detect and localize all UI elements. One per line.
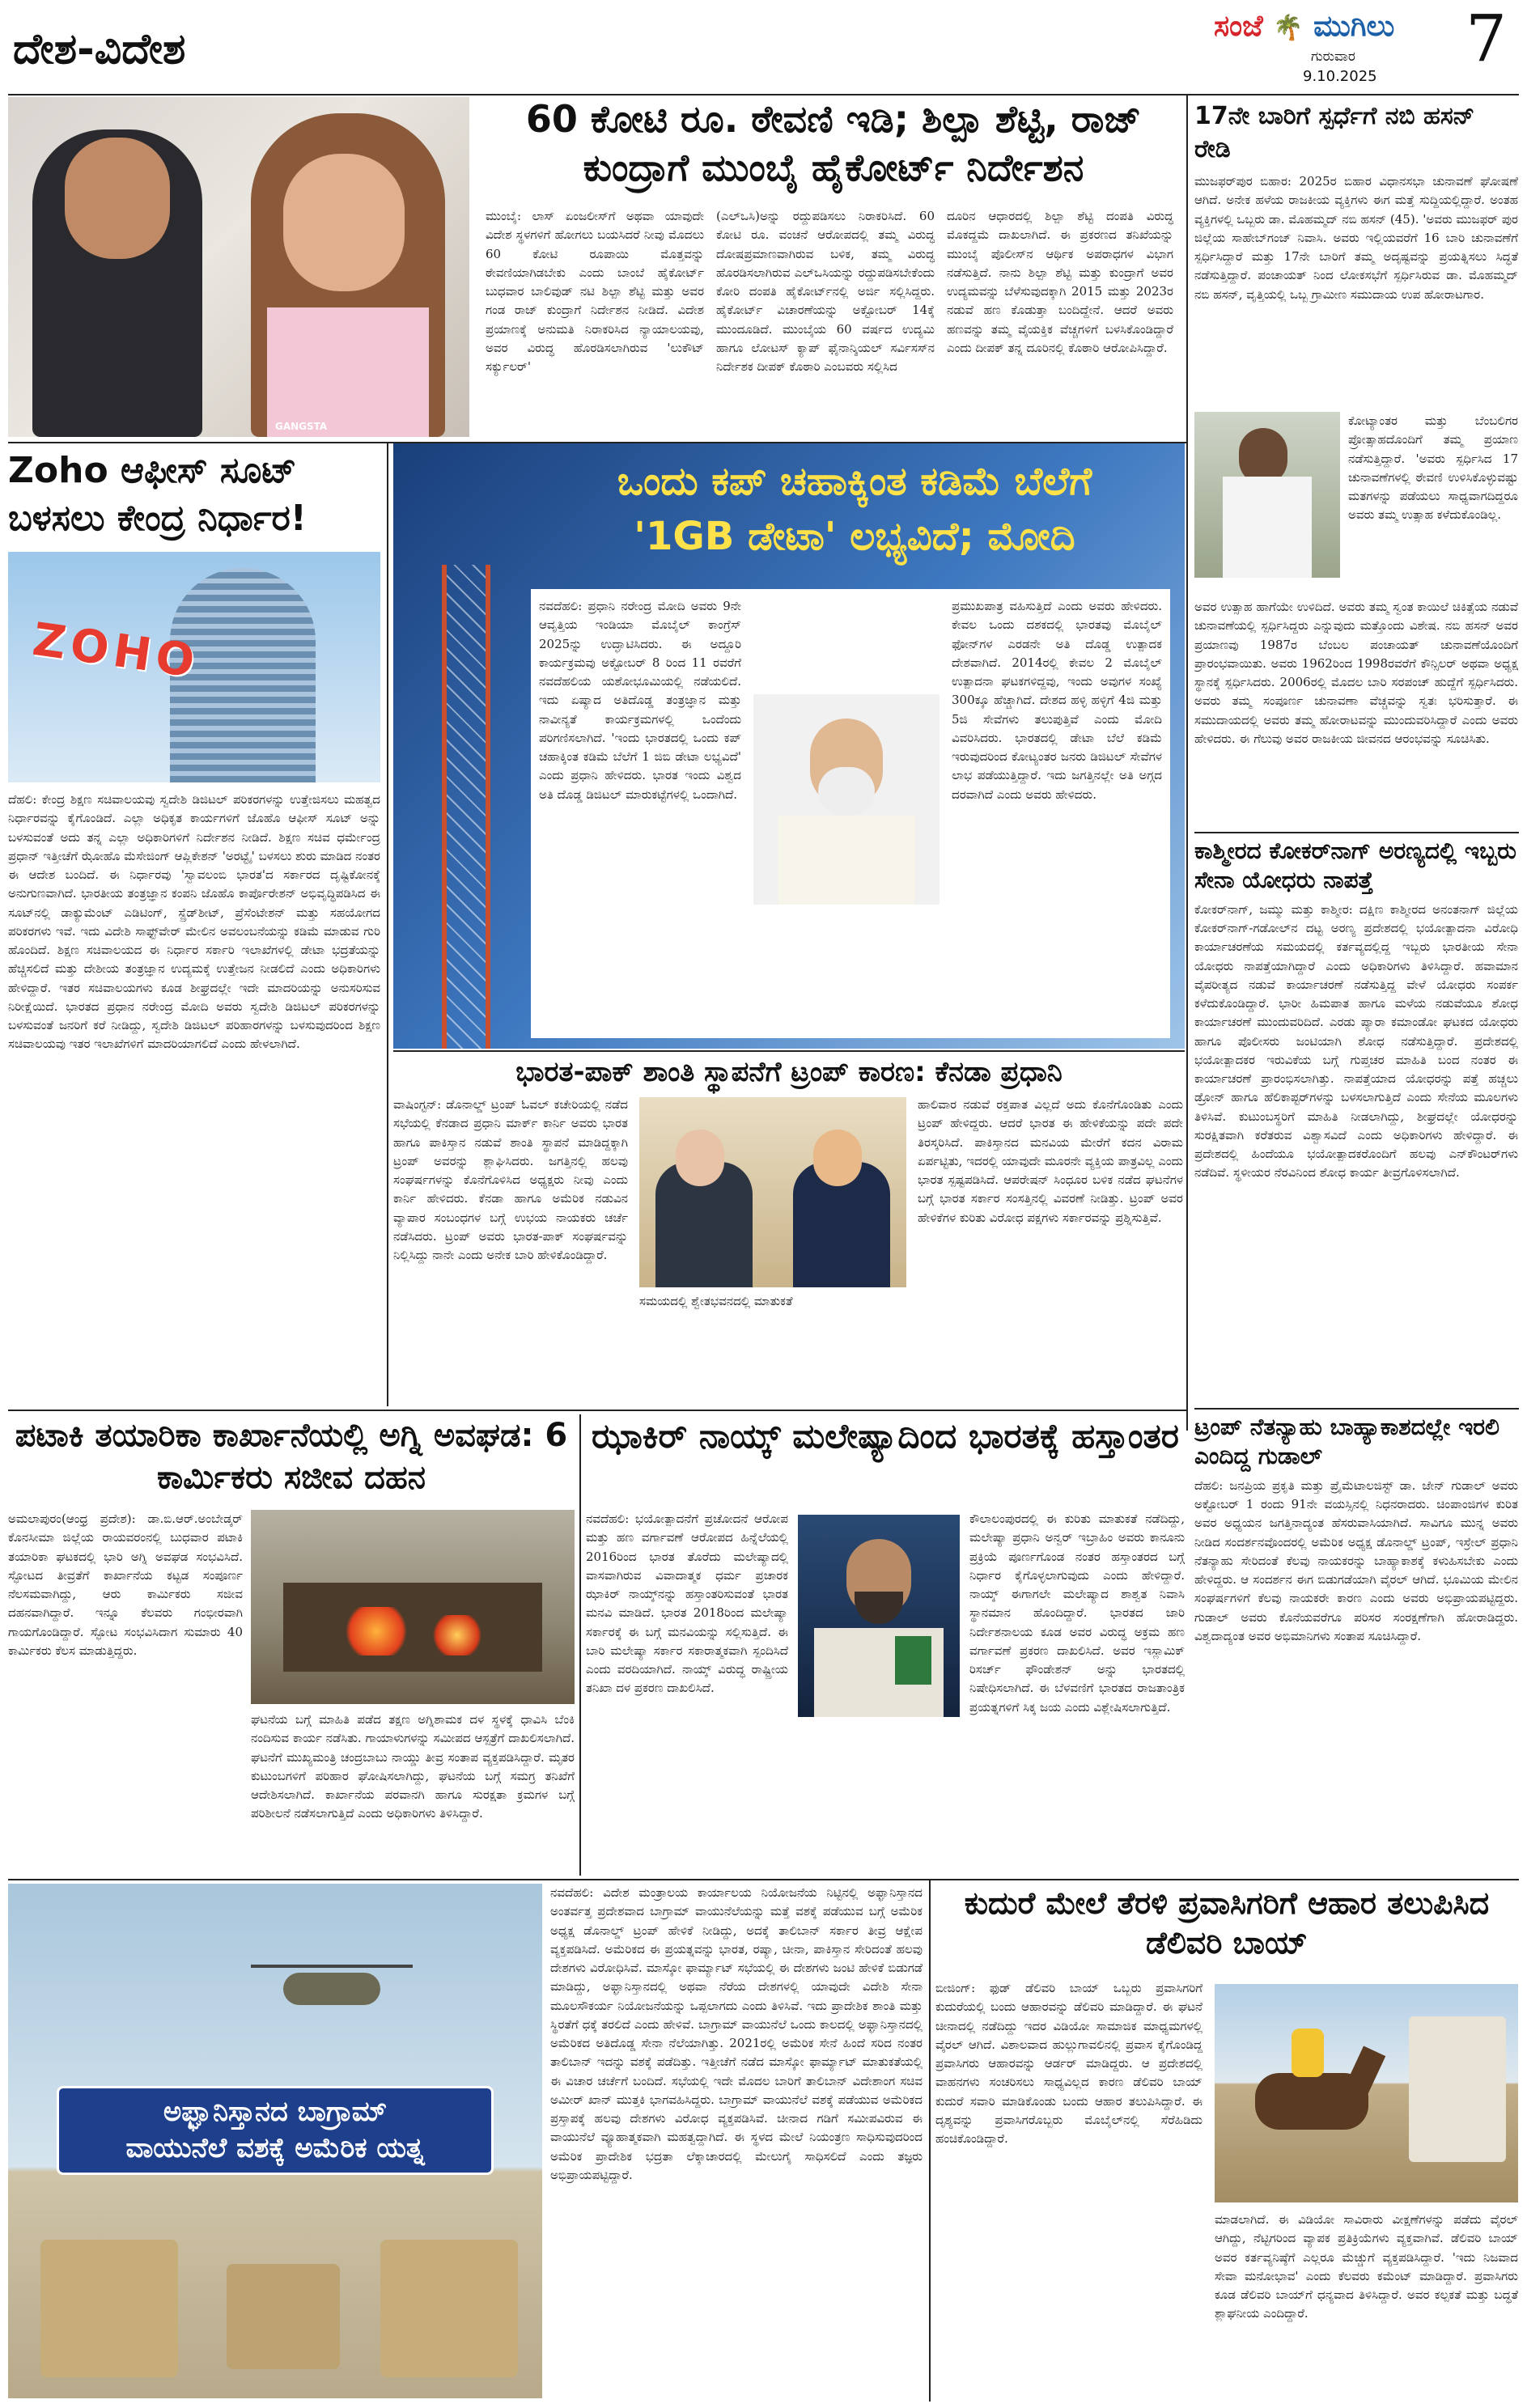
canada-caption: ಸಮಯದಲ್ಲಿ ಶ್ವೇತಭವನದಲ್ಲಿ ಮಾತುಕತೆ	[639, 1294, 793, 1308]
fire-photo	[251, 1510, 575, 1704]
bagram-body: ನವದೆಹಲಿ: ವಿದೇಶ ಮಂತ್ರಾಲಯ ಕಾರ್ಯಾಲಯ ನಿಯೋಜನೆಯ ನಿಟ್ಟಿನಲ್ಲಿ ಅಫ್ಘಾನಿಸ್ತಾನದ ಅಂತರ್ವತ್ತ ಪ್ರದೇಶವಾದ ಬಾಗ್ರಾಮ್ ವಾಯುನೆಲೆಯನ್ನು ಮತ್ತೆ ವಶಕ್ಕೆ ಪಡೆಯುವ ಬಗ್ಗೆ ಅಮೆರಿಕ ಅಧ್ಯಕ್ಷ ಡೊನಾಲ್ಡ್ ಟ್ರಂಪ್ ಹೇಳಿಕೆ ನೀಡಿದ್ದು, ಅದಕ್ಕೆ ತಾಲಿಬಾನ್ ಸರ್ಕಾರ ತೀವ್ರ ಆಕ್ಷೇಪ ವ್ಯಕ್ತಪಡಿಸಿದೆ. ಅಮೆರಿಕದ ಈ ಪ್ರಯತ್ನವನ್ನು ಭಾರತ, ರಷ್ಯಾ, ಚೀನಾ, ಪಾಕಿಸ್ತಾನ ಸೇರಿದಂತೆ ಹಲವು ದೇಶಗಳು ವಿರೋಧಿಸಿವೆ. ಮಾಸ್ಕೋ ಫಾರ್ಮ್ಯಾಟ್ ಸಭೆಯಲ್ಲಿ ಈ ದೇಶಗಳು ಜಂಟಿ ಹೇಳಿಕೆ ಬಿಡುಗಡೆ ಮಾಡಿದ್ದು, ಅಫ್ಘಾನಿಸ್ತಾನದಲ್ಲಿ ಅಥವಾ ನೆರೆಯ ದೇಶಗಳಲ್ಲಿ ಯಾವುದೇ ವಿದೇಶಿ ಸೇನಾ ಮೂಲಸೌಕರ್ಯ ನಿಯೋಜನೆಯನ್ನು ಒಪ್ಪಲಾಗದು ಎಂದು ತಿಳಿಸಿವೆ. ಇದು ಪ್ರಾದೇಶಿಕ ಶಾಂತಿ ಮತ್ತು ಸ್ಥಿರತೆಗೆ ಧಕ್ಕೆ ತರಲಿದೆ ಎಂದು ಹೇಳಿವೆ. ಬಾಗ್ರಾಮ್ ವಾಯುನೆಲೆ ಒಂದು ಕಾಲದಲ್ಲಿ ಅಫ್ಘಾನಿಸ್ತಾನದಲ್ಲಿ ಅಮೆರಿಕದ ಅತಿದೊಡ್ಡ ಸೇನಾ ನೆಲೆಯಾಗಿತ್ತು. 2021ರಲ್ಲಿ ಅಮೆರಿಕ ಸೇನೆ ಹಿಂದೆ ಸರಿದ ನಂತರ ತಾಲಿಬಾನ್ ಇದನ್ನು ವಶಕ್ಕೆ ಪಡೆದಿತ್ತು. ಇತ್ತೀಚೆಗೆ ನಡೆದ ಮಾಸ್ಕೋ ಫಾರ್ಮ್ಯಾಟ್ ಮಾತುಕತೆಯಲ್ಲಿ ಈ ವಿಚಾರ ಚರ್ಚೆಗೆ ಬಂದಿದೆ. ಸಭೆಯಲ್ಲಿ ಇದೇ ಮೊದಲ ಬಾರಿಗೆ ತಾಲಿಬಾನ್ ವಿದೇಶಾಂಗ ಸಚಿವ ಅಮೀರ್ ಖಾನ್ ಮುತ್ತಕಿ ಭಾಗವಹಿಸಿದ್ದರು. ಬಾಗ್ರಾಮ್ ವಾಯುನೆಲೆ ವಶಕ್ಕೆ ಪಡೆಯುವ ಅಮೆರಿಕದ ಪ್ರಸ್ತಾಪಕ್ಕೆ ಹಲವು ದೇಶಗಳು ವಿರೋಧ ವ್ಯಕ್ತಪಡಿಸಿವೆ. ಚೀನಾದ ಗಡಿಗೆ ಸಮೀಪವಿರುವ ಈ ವಾಯುನೆಲೆ ವ್ಯೂಹಾತ್ಮಕವಾಗಿ ಮಹತ್ವದ್ದಾಗಿದೆ. ಈ ಸ್ಥಳದ ಮೇಲೆ ನಿಯಂತ್ರಣ ಸಾಧಿಸುವುದರಿಂದ ಅಮೆರಿಕ ಪ್ರಾದೇಶಿಕ ಭದ್ರತಾ ಲೆಕ್ಕಾಚಾರದಲ್ಲಿ ಮೇಲುಗೈ ಸಾಧಿಸಲಿದೆ ಎಂದು ತಜ್ಞರು ಅಭಿಪ್ರಾಯಪಟ್ಟಿದ್ದಾರೆ.	[550, 1885, 923, 2182]
rule-left-col	[387, 442, 388, 1406]
headline-shilpa: 60 ಕೋಟಿ ರೂ. ಠೇವಣಿ ಇಡಿ; ಶಿಲ್ಪಾ ಶೆಟ್ಟಿ, ರಾಜ್ ಕುಂದ್ರಾಗೆ ಮುಂಬೈ ಹೈಕೋರ್ಟ್ ನಿರ್ದೇಶನ	[525, 97, 1142, 189]
headline-horse: ಕುದುರೆ ಮೇಲೆ ತೆರಳಿ ಪ್ರವಾಸಿಗರಿಗೆ ಆಹಾರ ತಲುಪಿಸಿದ ಡೆಲಿವರಿ ಬಾಯ್	[964, 1885, 1490, 1961]
bagram-banner-line2: ವಾಯುನೆಲೆ ವಶಕ್ಕೆ ಅಮೆರಿಕ ಯತ್ನ	[125, 2132, 425, 2165]
section-header	[8, 11, 1157, 92]
modi-story	[393, 443, 1185, 1049]
modi-photo	[753, 694, 940, 905]
zoho-story	[8, 447, 380, 1406]
headline-zoho: Zoho ಆಫೀಸ್ ಸೂಟ್ ಬಳಸಲು ಕೇಂದ್ರ ನಿರ್ಧಾರ!	[8, 450, 307, 540]
naik-body-left: ನವದೆಹಲಿ: ಭಯೋತ್ಪಾದನೆಗೆ ಪ್ರಚೋದನೆ ಆರೋಪ ಮತ್ತು ಹಣ ವರ್ಗಾವಣೆ ಆರೋಪದ ಹಿನ್ನೆಲೆಯಲ್ಲಿ 2016ರಿಂದ ಭಾರತ ತೊರೆದು ಮಲೇಷ್ಯಾದಲ್ಲಿ ವಾಸವಾಗಿರುವ ವಿವಾದಾತ್ಮಕ ಧರ್ಮ ಪ್ರಚಾರಕ ಝಾಕಿರ್ ನಾಯ್ಕ್‌ನನ್ನು ಹಸ್ತಾಂತರಿಸುವಂತೆ ಭಾರತ ಮನವಿ ಮಾಡಿದೆ. ಭಾರತ 2018ರಿಂದ ಮಲೇಷ್ಯಾ ಸರ್ಕಾರಕ್ಕೆ ಈ ಬಗ್ಗೆ ಮನವಿಯನ್ನು ಸಲ್ಲಿಸುತ್ತಿದೆ. ಈ ಬಾರಿ ಮಲೇಷ್ಯಾ ಸರ್ಕಾರ ಸಕಾರಾತ್ಮಕವಾಗಿ ಸ್ಪಂದಿಸಿದೆ ಎಂದು ವರದಿಯಾಗಿದೆ. ನಾಯ್ಕ್ ವಿರುದ್ಧ ರಾಷ್ಟ್ರೀಯ ತನಿಖಾ ದಳ ಪ್ರಕರಣ ದಾಖಲಿಸಿದೆ.	[586, 1511, 788, 1696]
section-title: ದೇಶ-ವಿದೇಶ	[13, 25, 186, 74]
naik-story	[586, 1414, 1185, 1876]
horse-story	[935, 1884, 1518, 2398]
headline-kashmir: ಕಾಶ್ಮೀರದ ಕೋಕರ್‌ನಾಗ್ ಅರಣ್ಯದಲ್ಲಿ ಇಬ್ಬರು ಸೇನಾ ಯೋಧರು ನಾಪತ್ತೆ	[1194, 837, 1516, 894]
zoho-photo	[8, 552, 380, 782]
fire-body-bottom: ಘಟನೆಯ ಬಗ್ಗೆ ಮಾಹಿತಿ ಪಡೆದ ತಕ್ಷಣ ಅಗ್ನಿಶಾಮಕ ದಳ ಸ್ಥಳಕ್ಕೆ ಧಾವಿಸಿ ಬೆಂಕಿ ನಂದಿಸುವ ಕಾರ್ಯ ನಡೆಸಿತು. ಗಾಯಾಳುಗಳನ್ನು ಸಮೀಪದ ಆಸ್ಪತ್ರೆಗೆ ದಾಖಲಿಸಲಾಗಿದೆ. ಘಟನೆಗೆ ಮುಖ್ಯಮಂತ್ರಿ ಚಂದ್ರಬಾಬು ನಾಯ್ಡು ತೀವ್ರ ಸಂತಾಪ ವ್ಯಕ್ತಪಡಿಸಿದ್ದಾರೆ. ಮೃತರ ಕುಟುಂಬಗಳಿಗೆ ಪರಿಹಾರ ಘೋಷಿಸಲಾಗಿದ್ದು, ಘಟನೆಯ ಬಗ್ಗೆ ಸಮಗ್ರ ತನಿಖೆಗೆ ಆದೇಶಿಸಲಾಗಿದೆ. ಕಾರ್ಖಾನೆಯ ಪರವಾನಗಿ ಹಾಗೂ ಸುರಕ್ಷತಾ ಕ್ರಮಗಳ ಬಗ್ಗೆ ಪರಿಶೀಲನೆ ನಡೆಸಲಾಗುತ್ತಿದೆ ಎಂದು ಅಧಿಕಾರಿಗಳು ತಿಳಿಸಿದ್ದಾರೆ.	[251, 1712, 575, 1821]
naik-photo	[798, 1515, 960, 1717]
bagram-banner	[57, 2086, 494, 2175]
headline-modi-2: '1GB ಡೇಟಾ' ಲಭ್ಯವಿದೆ; ಮೋದಿ	[634, 514, 1075, 559]
shilpa-col3: ದೂರಿನ ಆಧಾರದಲ್ಲಿ ಶಿಲ್ಪಾ ಶೆಟ್ಟಿ ದಂಪತಿ ವಿರುದ್ಧ ಮೊಕದ್ದಮೆ ದಾಖಲಾಗಿದೆ. ಈ ಪ್ರಕರಣದ ತನಿಖೆಯನ್ನು ಮುಂಬೈ ಪೊಲೀಸ್‌ನ ಆರ್ಥಿಕ ಅಪರಾಧಗಳ ವಿಭಾಗ ನಡೆಸುತ್ತಿದೆ. ನಾನು ಶಿಲ್ಪಾ ಶೆಟ್ಟಿ ಮತ್ತು ಕುಂದ್ರಾಗೆ ಅವರ ಉದ್ಯಮವನ್ನು ಬೆಳೆಸುವುದಕ್ಕಾಗಿ 2015 ಮತ್ತು 2023ರ ನಡುವೆ ಹಣ ಕೊಡುತ್ತಾ ಬಂದಿದ್ದೇನೆ. ಆದರೆ ಅವರು ಹಣವನ್ನು ತಮ್ಮ ವೈಯಕ್ತಿಕ ವೆಚ್ಚಗಳಿಗೆ ಬಳಸಿಕೊಂಡಿದ್ದಾರೆ ಎಂದು ದೀಪಕ್ ತನ್ನ ದೂರಿನಲ್ಲಿ ಕೊಠಾರಿ ಆರೋಪಿಸಿದ್ದಾರೆ.	[947, 209, 1173, 355]
headline-fire: ಪಟಾಕಿ ತಯಾರಿಕಾ ಕಾರ್ಖಾನೆಯಲ್ಲಿ ಅಗ್ನಿ ಅವಘಡ: 6 ಕಾರ್ಮಿಕರು ಸಜೀವ ದಹನ	[15, 1417, 568, 1496]
headline-nabi: 17ನೇ ಬಾರಿಗೆ ಸ್ಪರ್ಧೆಗೆ ನಬಿ ಹಸನ್ ರೇಡಿ	[1194, 102, 1475, 163]
rule-mid-page	[8, 1410, 1186, 1411]
horse-body-left: ಬೀಜಿಂಗ್: ಫುಡ್ ಡೆಲಿವರಿ ಬಾಯ್ ಒಬ್ಬರು ಪ್ರವಾಸಿಗರಿಗೆ ಕುದುರೆಯಲ್ಲಿ ಬಂದು ಆಹಾರವನ್ನು ಡೆಲಿವರಿ ಮಾಡಿದ್ದಾರೆ. ಈ ಘಟನೆ ಚೀನಾದಲ್ಲಿ ನಡೆದಿದ್ದು ಇದರ ವಿಡಿಯೋ ಸಾಮಾಜಿಕ ಮಾಧ್ಯಮಗಳಲ್ಲಿ ವೈರಲ್ ಆಗಿದೆ. ವಿಶಾಲವಾದ ಹುಲ್ಲುಗಾವಲಿನಲ್ಲಿ ಪ್ರವಾಸ ಕೈಗೊಂಡಿದ್ದ ಪ್ರವಾಸಿಗರು ಆಹಾರವನ್ನು ಆರ್ಡರ್ ಮಾಡಿದ್ದರು. ಆ ಪ್ರದೇಶದಲ್ಲಿ ವಾಹನಗಳು ಸಂಚರಿಸಲು ಸಾಧ್ಯವಿಲ್ಲದ ಕಾರಣ ಡೆಲಿವರಿ ಬಾಯ್ ಕುದುರೆ ಸವಾರಿ ಮಾಡಿಕೊಂಡು ಬಂದು ಆಹಾರ ತಲುಪಿಸಿದ್ದಾರೆ. ಈ ದೃಶ್ಯವನ್ನು ಪ್ರವಾಸಿಗರೊಬ್ಬರು ಮೊಬೈಲ್‌ನಲ್ಲಿ ಸೆರೆಹಿಡಿದು ಹಂಚಿಕೊಂಡಿದ್ದಾರೆ.	[935, 1981, 1203, 2146]
brand-logo	[1214, 10, 1394, 44]
rule-right-col-1	[1194, 832, 1519, 833]
rule-bagram-horse	[929, 1879, 931, 2402]
shilpa-photo	[8, 97, 469, 437]
goodall-body: ದೆಹಲಿ: ಜನಪ್ರಿಯ ಪ್ರಕೃತಿ ಮತ್ತು ಪ್ರೈಮೆಟಾಲಜಿಸ್ಟ್ ಡಾ. ಜೇನ್ ಗುಡಾಲ್ ಅವರು ಅಕ್ಟೋಬರ್ 1 ರಂದು 91ನೇ ವಯಸ್ಸಿನಲ್ಲಿ ನಿಧನರಾದರು. ಚಿಂಪಾಂಜಿಗಳ ಕುರಿತ ಅವರ ಅಧ್ಯಯನ ಜಗತ್ತಿನಾದ್ಯಂತ ಹೆಸರುವಾಸಿಯಾಗಿದೆ. ಸಾವಿಗೂ ಮುನ್ನ ಅವರು ನೀಡಿದ ಸಂದರ್ಶನವೊಂದರಲ್ಲಿ ಅಮೆರಿಕ ಅಧ್ಯಕ್ಷ ಡೊನಾಲ್ಡ್ ಟ್ರಂಪ್, ಇಸ್ರೇಲ್ ಪ್ರಧಾನಿ ನೆತನ್ಯಾಹು ಸೇರಿದಂತೆ ಕೆಲವು ನಾಯಕರನ್ನು ಬಾಹ್ಯಾಕಾಶಕ್ಕೆ ಕಳುಹಿಸಬೇಕು ಎಂದು ಹೇಳಿದ್ದರು. ಆ ಸಂದರ್ಶನ ಈಗ ಬಿಡುಗಡೆಯಾಗಿ ವೈರಲ್ ಆಗಿದೆ. ಭೂಮಿಯ ಮೇಲಿನ ಸಂಘರ್ಷಗಳಿಗೆ ಕೆಲವು ನಾಯಕರೇ ಕಾರಣ ಎಂದು ಅವರು ಅಭಿಪ್ರಾಯಪಟ್ಟಿದ್ದರು. ಗುಡಾಲ್ ಅವರು ಕೊನೆಯವರೆಗೂ ಪರಿಸರ ಸಂರಕ್ಷಣೆಗಾಗಿ ಹೋರಾಡಿದ್ದರು. ವಿಶ್ವದಾದ್ಯಂತ ಅವರ ಅಭಿಮಾನಿಗಳು ಸಂತಾಪ ಸೂಚಿಸಿದ್ದಾರೆ.	[1194, 1477, 1518, 1643]
rule-below-modi	[393, 1050, 1185, 1052]
shilpa-headline	[486, 95, 1181, 201]
nabi-body-bottom: ಅವರ ಉತ್ಸಾಹ ಹಾಗೆಯೇ ಉಳಿದಿದೆ. ಅವರು ತಮ್ಮ ಸ್ವಂತ ಕಾಯಿಲೆ ಚಿಕಿತ್ಸೆಯ ನಡುವೆ ಚುನಾವಣೆಯಲ್ಲಿ ಸ್ಪರ್ಧಿಸಿದ್ದರು ಎನ್ನುವುದು ಮತ್ತೊಂದು ವಿಶೇಷ. ನಬಿ ಹಸನ್ ಅವರ ಪ್ರಯಾಣವು 1987ರ ಬೆಂಬಲ ಪಂಚಾಯತ್ ಚುನಾವಣೆಯೊಂದಿಗೆ ಪ್ರಾರಂಭವಾಯಿತು. ಅವರು 1962ರಿಂದ 1998ರವರೆಗೆ ಕೌನ್ಸಿಲರ್ ಅಥವಾ ಅಧ್ಯಕ್ಷ ಸ್ಥಾನಕ್ಕೆ ಸ್ಪರ್ಧಿಸಿದರು. 2006ರಲ್ಲಿ ಮೊದಲ ಬಾರಿ ಸರಪಂಚ್ ಹುದ್ದೆಗೆ ಸ್ಪರ್ಧಿಸಿದರು. ಅವರು ತಮ್ಮ ಸಂಪೂರ್ಣ ಚುನಾವಣಾ ವೆಚ್ಚವನ್ನು ಸ್ವತಃ ಭರಿಸುತ್ತಾರೆ. ಈ ಸಮುದಾಯದಲ್ಲಿ ಅವರು ತಮ್ಮ ಹೋರಾಟವನ್ನು ಮುಂದುವರಿಸಿದ್ದಾರೆ ಎಂದು ಅವರು ಹೇಳಿದರು. ಈ ಗೆಲುವು ಅವರ ರಾಜಕೀಯ ಜೀವನದ ಆರಂಭವನ್ನು ಸೂಚಿಸಿತು.	[1194, 600, 1518, 746]
canada-photo	[639, 1097, 906, 1287]
palm-icon: 🌴	[1273, 14, 1304, 42]
rule-fire-naik	[579, 1414, 581, 1876]
naik-body-right: ಕೌಲಾಲಂಪುರದಲ್ಲಿ ಈ ಕುರಿತು ಮಾತುಕತೆ ನಡೆದಿದ್ದು, ಮಲೇಷ್ಯಾ ಪ್ರಧಾನಿ ಅನ್ವರ್ ಇಬ್ರಾಹಿಂ ಅವರು ಕಾನೂನು ಪ್ರಕ್ರಿಯೆ ಪೂರ್ಣಗೊಂಡ ನಂತರ ಹಸ್ತಾಂತರದ ಬಗ್ಗೆ ನಿರ್ಧಾರ ಕೈಗೊಳ್ಳಲಾಗುವುದು ಎಂದು ಹೇಳಿದ್ದಾರೆ. ನಾಯ್ಕ್ ಈಗಾಗಲೇ ಮಲೇಷ್ಯಾದ ಶಾಶ್ವತ ನಿವಾಸಿ ಸ್ಥಾನಮಾನ ಹೊಂದಿದ್ದಾರೆ. ಭಾರತದ ಜಾರಿ ನಿರ್ದೇಶನಾಲಯ ಕೂಡ ಅವರ ವಿರುದ್ಧ ಅಕ್ರಮ ಹಣ ವರ್ಗಾವಣೆ ಪ್ರಕರಣ ದಾಖಲಿಸಿದೆ. ಅವರ ಇಸ್ಲಾಮಿಕ್ ರಿಸರ್ಚ್ ಫೌಂಡೇಶನ್ ಅನ್ನು ಭಾರತದಲ್ಲಿ ನಿಷೇಧಿಸಲಾಗಿದೆ. ಈ ಬೆಳವಣಿಗೆ ಭಾರತದ ರಾಜತಾಂತ್ರಿಕ ಪ್ರಯತ್ನಗಳಿಗೆ ಸಿಕ್ಕ ಜಯ ಎಂದು ವಿಶ್ಲೇಷಿಸಲಾಗುತ್ತಿದೆ.	[969, 1511, 1185, 1715]
bagram-banner-line1: ಅಫ್ಘಾನಿಸ್ತಾನದ ಬಾಗ್ರಾಮ್	[163, 2096, 388, 2128]
issue-date: 9.10.2025	[1303, 68, 1377, 85]
rule-above-bottom	[8, 1879, 1519, 1880]
gaza-story	[1194, 1413, 1518, 1877]
horse-body-right: ಮಾಡಲಾಗಿದೆ. ಈ ವಿಡಿಯೋ ಸಾವಿರಾರು ವೀಕ್ಷಣೆಗಳನ್ನು ಪಡೆದು ವೈರಲ್ ಆಗಿದ್ದು, ನೆಟ್ಟಿಗರಿಂದ ವ್ಯಾಪಕ ಪ್ರತಿಕ್ರಿಯೆಗಳು ವ್ಯಕ್ತವಾಗಿವೆ. ಡೆಲಿವರಿ ಬಾಯ್ ಅವರ ಕರ್ತವ್ಯನಿಷ್ಠೆಗೆ ಎಲ್ಲರೂ ಮೆಚ್ಚುಗೆ ವ್ಯಕ್ತಪಡಿಸಿದ್ದಾರೆ. 'ಇದು ನಿಜವಾದ ಸೇವಾ ಮನೋಭಾವ' ಎಂದು ಕೆಲವರು ಕಮೆಂಟ್ ಮಾಡಿದ್ದಾರೆ. ಪ್ರವಾಸಿಗರು ಕೂಡ ಡೆಲಿವರಿ ಬಾಯ್‌ಗೆ ಧನ್ಯವಾದ ತಿಳಿಸಿದ್ದಾರೆ. ಅವರ ಕಲ್ಪಕತೆ ಮತ್ತು ಬದ್ಧತೆ ಶ್ಲಾಘನೀಯ ಎಂದಿದ್ದಾರೆ.	[1215, 2212, 1518, 2321]
column-rule-right	[1186, 95, 1188, 1431]
headline-modi-1: ಒಂದು ಕಪ್ ಚಹಾಕ್ಕಿಂತ ಕಡಿಮೆ ಬೆಲೆಗೆ	[617, 459, 1092, 504]
brand-part1: ಸಂಜೆ	[1214, 10, 1263, 43]
kashmir-body: ಕೋಕರ್‌ನಾಗ್, ಜಮ್ಮು ಮತ್ತು ಕಾಶ್ಮೀರ: ದಕ್ಷಿಣ ಕಾಶ್ಮೀರದ ಅನಂತನಾಗ್ ಜಿಲ್ಲೆಯ ಕೋಕರ್‌ನಾಗ್-ಗಡೋಲ್‌ನ ದಟ್ಟ ಅರಣ್ಯ ಪ್ರದೇಶದಲ್ಲಿ ಭಯೋತ್ಪಾದನಾ ವಿರೋಧಿ ಕಾರ್ಯಾಚರಣೆಯ ಸಮಯದಲ್ಲಿ ಕರ್ತವ್ಯದಲ್ಲಿದ್ದ ಇಬ್ಬರು ಭಾರತೀಯ ಸೇನಾ ಯೋಧರು ನಾಪತ್ತೆಯಾಗಿದ್ದಾರೆ ಎಂದು ಅಧಿಕಾರಿಗಳು ತಿಳಿಸಿದ್ದಾರೆ. ಹವಾಮಾನ ವೈಪರೀತ್ಯದ ನಡುವೆ ಕಾರ್ಯಾಚರಣೆ ನಡೆಸುತ್ತಿದ್ದ ವೇಳೆ ಯೋಧರು ಸಂಪರ್ಕ ಕಳೆದುಕೊಂಡಿದ್ದಾರೆ. ಭಾರೀ ಹಿಮಪಾತ ಹಾಗೂ ಮಳೆಯ ನಡುವೆಯೂ ಶೋಧ ಕಾರ್ಯಾಚರಣೆ ಮುಂದುವರಿದಿದೆ. ಎರಡು ಪ್ಯಾರಾ ಕಮಾಂಡೋ ಘಟಕದ ಯೋಧರು ಹಾಗೂ ಪೊಲೀಸರು ಜಂಟಿಯಾಗಿ ಶೋಧ ನಡೆಸುತ್ತಿದ್ದಾರೆ. ಪ್ರದೇಶದಲ್ಲಿ ಭಯೋತ್ಪಾದಕರ ಇರುವಿಕೆಯ ಬಗ್ಗೆ ಗುಪ್ತಚರ ಮಾಹಿತಿ ಬಂದ ನಂತರ ಈ ಕಾರ್ಯಾಚರಣೆ ಪ್ರಾರಂಭಿಸಲಾಗಿತ್ತು. ನಾಪತ್ತೆಯಾದ ಯೋಧರನ್ನು ಪತ್ತೆ ಹಚ್ಚಲು ಡ್ರೋನ್ ಹಾಗೂ ಹೆಲಿಕಾಪ್ಟರ್‌ಗಳನ್ನು ಬಳಸಲಾಗುತ್ತಿದೆ ಎಂದು ಸೇನೆಯ ಮೂಲಗಳು ತಿಳಿಸಿವೆ. ಕುಟುಂಬಸ್ಥರಿಗೆ ಮಾಹಿತಿ ನೀಡಲಾಗಿದ್ದು, ಶೀಘ್ರದಲ್ಲೇ ಯೋಧರನ್ನು ಸುರಕ್ಷಿತವಾಗಿ ಕರೆತರುವ ವಿಶ್ವಾಸವಿದೆ ಎಂದು ಅಧಿಕಾರಿಗಳು ಹೇಳಿದ್ದಾರೆ. ಈ ಪ್ರದೇಶದಲ್ಲಿ ಹಿಂದೆಯೂ ಭಯೋತ್ಪಾದಕರೊಂದಿಗೆ ಹಲವು ಎನ್‌ಕೌಂಟರ್‌ಗಳು ನಡೆದಿವೆ. ಸ್ಥಳೀಯರ ನೆರವಿನಿಂದ ಶೋಧ ಕಾರ್ಯ ತೀವ್ರಗೊಳಿಸಲಾಗಿದೆ.	[1194, 901, 1518, 1181]
helicopter-icon	[283, 1973, 380, 2005]
headline-canada: ಭಾರತ-ಪಾಕ್ ಶಾಂತಿ ಸ್ಥಾಪನೆಗೆ ಟ್ರಂಪ್ ಕಾರಣ: ಕೆನಡಾ ಪ್ರಧಾನಿ	[515, 1056, 1063, 1088]
issue-weekday: ಗುರುವಾರ	[1311, 49, 1355, 65]
nabi-story	[1194, 100, 1518, 829]
brand-part2: ಮುಗಿಲು	[1313, 10, 1395, 43]
canada-body-left: ವಾಷಿಂಗ್ಟನ್: ಡೊನಾಲ್ಡ್ ಟ್ರಂಪ್ ಓವಲ್ ಕಚೇರಿಯಲ್ಲಿ ನಡೆದ ಸಭೆಯಲ್ಲಿ ಕೆನಡಾದ ಪ್ರಧಾನಿ ಮಾರ್ಕ್ ಕಾರ್ನಿ ಅವರು ಭಾರತ ಹಾಗೂ ಪಾಕಿಸ್ತಾನ ನಡುವೆ ಶಾಂತಿ ಸ್ಥಾಪನೆ ಮಾಡಿದ್ದಕ್ಕಾಗಿ ಟ್ರಂಪ್ ಅವರನ್ನು ಶ್ಲಾಘಿಸಿದರು. ಜಗತ್ತಿನಲ್ಲಿ ಹಲವು ಸಂಘರ್ಷಗಳನ್ನು ಕೊನೆಗೊಳಿಸಿದ ಅಧ್ಯಕ್ಷರು ನೀವು ಎಂದು ಕಾರ್ನಿ ಹೇಳಿದರು. ಕೆನಡಾ ಹಾಗೂ ಅಮೆರಿಕ ನಡುವಿನ ವ್ಯಾಪಾರ ಸಂಬಂಧಗಳ ಬಗ್ಗೆ ಉಭಯ ನಾಯಕರು ಚರ್ಚೆ ನಡೆಸಿದರು. ಟ್ರಂಪ್ ಅವರು ಭಾರತ-ಪಾಕ್ ಸಂಘರ್ಷವನ್ನು ನಿಲ್ಲಿಸಿದ್ದು ನಾನೇ ಎಂದು ಅನೇಕ ಬಾರಿ ಹೇಳಿಕೊಂಡಿದ್ದಾರೆ.	[393, 1097, 628, 1262]
page-number: 7	[1465, 6, 1507, 76]
nabi-body-top: ಮುಜಫರ್‌ಪುರ ಬಿಹಾರ: 2025ರ ಬಿಹಾರ ವಿಧಾನಸಭಾ ಚುನಾವಣೆ ಘೋಷಣೆ ಆಗಿದೆ. ಅನೇಕ ಹಳೆಯ ರಾಜಕೀಯ ವ್ಯಕ್ತಿಗಳು ಈಗ ಮತ್ತೆ ಸುದ್ದಿಯಲ್ಲಿದ್ದಾರೆ. ಅಂತಹ ವ್ಯಕ್ತಿಗಳಲ್ಲಿ ಒಬ್ಬರು ಡಾ. ಮೊಹಮ್ಮದ್ ನಬಿ ಹಸನ್ (45). 'ಅವರು ಮುಜಫರ್ ಪುರ ಜಿಲ್ಲೆಯ ಸಾಹೇಬ್‌ಗಂಜ್ ನಿವಾಸಿ. ಅವರು ಇಲ್ಲಿಯವರೆಗೆ 16 ಬಾರಿ ಚುನಾವಣೆಗೆ ಸ್ಪರ್ಧಿಸಿದ್ದಾರೆ ಮತ್ತು 17ನೇ ಬಾರಿಗೆ ತಮ್ಮ ಅದೃಷ್ಟವನ್ನು ಪ್ರಯತ್ನಿಸಲು ಸಿದ್ಧತೆ ನಡೆಸುತ್ತಿದ್ದಾರೆ. ಪಂಚಾಯತ್ ನಿಂದ ಲೋಕಸಭೆಗೆ ಸ್ಪರ್ಧಿಸಿರುವ ಡಾ. ಮೊಹಮ್ಮದ್ ನಬಿ ಹಸನ್, ವೃತ್ತಿಯಲ್ಲಿ ಒಬ್ಬ ಗ್ರಾಮೀಣ ಸಮುದಾಯ ಉಪ ಹೋರಾಟಗಾರ.	[1194, 174, 1518, 302]
canada-story	[393, 1054, 1185, 1406]
nabi-body-side: ಕೋಟ್ಯಾಂತರ ಮತ್ತು ಬೆಂಬಲಿಗರ ಪ್ರೋತ್ಸಾಹದೊಂದಿಗೆ ತಮ್ಮ ಪ್ರಯಾಣ ನಡೆಸುತ್ತಿದ್ದಾರೆ. 'ಅವರು ಸ್ಪರ್ಧಿಸಿದ 17 ಚುನಾವಣೆಗಳಲ್ಲಿ ಠೇವಣಿ ಉಳಿಸಿಕೊಳ್ಳುವಷ್ಟು ಮತಗಳನ್ನು ಪಡೆಯಲು ಸಾಧ್ಯವಾಗದಿದ್ದರೂ ಅವರು ತಮ್ಮ ಉತ್ಸಾಹ ಕಳೆದುಕೊಂಡಿಲ್ಲ.	[1348, 413, 1518, 523]
bagram-photo	[8, 1884, 542, 2398]
modi-body-left: ನವದೆಹಲಿ: ಪ್ರಧಾನಿ ನರೇಂದ್ರ ಮೋದಿ ಅವರು 9ನೇ ಆವೃತ್ತಿಯ ಇಂಡಿಯಾ ಮೊಬೈಲ್ ಕಾಂಗ್ರೆಸ್ 2025ನ್ನು ಉದ್ಘಾಟಿಸಿದರು. ಈ ಅದ್ದೂರಿ ಕಾರ್ಯಕ್ರಮವು ಅಕ್ಟೋಬರ್ 8 ರಿಂದ 11 ರವರೆಗೆ ನವದೆಹಲಿಯ ಯಶೋಭೂಮಿಯಲ್ಲಿ ನಡೆಯಲಿದೆ. ಇದು ಏಷ್ಯಾದ ಅತಿದೊಡ್ಡ ತಂತ್ರಜ್ಞಾನ ಮತ್ತು ನಾವೀನ್ಯತೆ ಕಾರ್ಯಕ್ರಮಗಳಲ್ಲಿ ಒಂದೆಂದು ಪರಿಗಣಿಸಲಾಗಿದೆ. 'ಇಂದು ಭಾರತದಲ್ಲಿ ಒಂದು ಕಪ್ ಚಹಾಕ್ಕಿಂತ ಕಡಿಮೆ ಬೆಲೆಗೆ 1 ಜಿಬಿ ಡೇಟಾ ಲಭ್ಯವಿದೆ' ಎಂದು ಪ್ರಧಾನಿ ಹೇಳಿದರು. ಭಾರತ ಇಂದು ವಿಶ್ವದ ಅತಿ ದೊಡ್ಡ ಡಿಜಿಟಲ್ ಮಾರುಕಟ್ಟೆಗಳಲ್ಲಿ ಒಂದಾಗಿದೆ.	[539, 599, 741, 802]
shilpa-col2: (ಎಲ್‌ಒಸಿ)ಅನ್ನು ರದ್ದುಪಡಿಸಲು ನಿರಾಕರಿಸಿದೆ. 60 ಕೋಟಿ ರೂ. ವಂಚನೆ ಆರೋಪದಲ್ಲಿ ತಮ್ಮ ವಿರುದ್ಧ ದೋಷಪ್ರಮಾಣವಾಗಿರುವ ಬಳಿಕ, ತಮ್ಮ ವಿರುದ್ಧ ಹೊರಡಿಸಲಾಗಿರುವ ಎಲ್‌ಒಸಿಯನ್ನು ರದ್ದುಪಡಿಸಬೇಕೆಂದು ಕೋರಿ ದಂಪತಿ ಹೈಕೋರ್ಟ್‌ನಲ್ಲಿ ಅರ್ಜಿ ಸಲ್ಲಿಸಿದ್ದರು. ಹೈಕೋರ್ಟ್ ವಿಚಾರಣೆಯನ್ನು ಅಕ್ಟೋಬರ್ 14ಕ್ಕೆ ಮುಂದೂಡಿದೆ. ಮುಂಬೈಯ 60 ವರ್ಷದ ಉದ್ಯಮಿ ಹಾಗೂ ಲೋಟಸ್ ಕ್ಯಾಪ್ ಫೈನಾನ್ಶಿಯಲ್ ಸರ್ವಿಸಸ್‌ನ ನಿರ್ದೇಶಕ ದೀಪಕ್ ಕೊಠಾರಿ ಎಂಬವರು ಸಲ್ಲಿಸಿದ	[716, 209, 935, 374]
fire-body-top: ಅಮಲಾಪುರಂ(ಆಂಧ್ರ ಪ್ರದೇಶ): ಡಾ.ಬಿ.ಆರ್.ಅಂಬೇಡ್ಕರ್ ಕೊನಸೀಮಾ ಜಿಲ್ಲೆಯ ರಾಯವರಂನಲ್ಲಿ ಬುಧವಾರ ಪಟಾಕಿ ತಯಾರಿಕಾ ಘಟಕದಲ್ಲಿ ಭಾರಿ ಅಗ್ನಿ ಅವಘಡ ಸಂಭವಿಸಿದೆ. ಸ್ಫೋಟದ ತೀವ್ರತೆಗೆ ಕಾರ್ಖಾನೆಯ ಕಟ್ಟಡ ಸಂಪೂರ್ಣ ನೆಲಸಮವಾಗಿದ್ದು, ಆರು ಕಾರ್ಮಿಕರು ಸಜೀವ ದಹನವಾಗಿದ್ದಾರೆ. ಇನ್ನೂ ಕೆಲವರು ಗಂಭೀರವಾಗಿ ಗಾಯಗೊಂಡಿದ್ದಾರೆ. ಸ್ಫೋಟ ಸಂಭವಿಸಿದಾಗ ಸುಮಾರು 40 ಕಾರ್ಮಿಕರು ಕೆಲಸ ಮಾಡುತ್ತಿದ್ದರು.	[8, 1511, 243, 1658]
nabi-photo	[1194, 412, 1340, 578]
canada-body-right: ಹಾಲಿವಾರ ನಡುವೆ ರಕ್ತಪಾತ ವಿಲ್ಲದೆ ಅದು ಕೊನೆಗೊಂಡಿತು ಎಂದು ಟ್ರಂಪ್ ಹೇಳಿದ್ದರು. ಆದರೆ ಭಾರತ ಈ ಹೇಳಿಕೆಯನ್ನು ಪದೇ ಪದೇ ತಿರಸ್ಕರಿಸಿದೆ. ಪಾಕಿಸ್ತಾನದ ಮನವಿಯ ಮೇರೆಗೆ ಕದನ ವಿರಾಮ ಏರ್ಪಟ್ಟಿತು, ಇದರಲ್ಲಿ ಯಾವುದೇ ಮೂರನೇ ವ್ಯಕ್ತಿಯ ಪಾತ್ರವಿಲ್ಲ ಎಂದು ಭಾರತ ಸ್ಪಷ್ಟಪಡಿಸಿದೆ. ಆಪರೇಷನ್ ಸಿಂಧೂರ ಬಳಿಕ ನಡೆದ ಘಟನೆಗಳ ಬಗ್ಗೆ ಭಾರತ ಸರ್ಕಾರ ಸಂಸತ್ತಿನಲ್ಲಿ ವಿವರಣೆ ನೀಡಿತ್ತು. ಟ್ರಂಪ್ ಅವರ ಹೇಳಿಕೆಗಳ ಕುರಿತು ವಿರೋಧ ಪಕ್ಷಗಳು ಸರ್ಕಾರವನ್ನು ಪ್ರಶ್ನಿಸುತ್ತಿವೆ.	[918, 1097, 1183, 1225]
fire-story	[8, 1414, 575, 1876]
shilpa-col1: ಮುಂಬೈ: ಲಾಸ್ ಏಂಜಲೀಸ್‌ಗೆ ಅಥವಾ ಯಾವುದೇ ವಿದೇಶ ಸ್ಥಳಗಳಿಗೆ ಹೋಗಲು ಬಯಸಿದರೆ ನೀವು ಮೊದಲು 60 ಕೋಟಿ ರೂಪಾಯಿ ಮೊತ್ತವನ್ನು ಠೇವಣಿಯಾಗಿಡಬೇಕು ಎಂದು ಬಾಂಬೆ ಹೈಕೋರ್ಟ್ ಬುಧವಾರ ಬಾಲಿವುಡ್ ನಟಿ ಶಿಲ್ಪಾ ಶೆಟ್ಟಿ ಮತ್ತು ಅವರ ಗಂಡ ರಾಜ್ ಕುಂದ್ರಾಗೆ ನಿರ್ದೇಶನ ನೀಡಿದೆ. ವಿದೇಶ ಪ್ರಯಾಣಕ್ಕೆ ಅನುಮತಿ ನಿರಾಕರಿಸಿದ ನ್ಯಾಯಾಲಯವು, ಅವರ ವಿರುದ್ಧ ಹೊರಡಿಸಲಾಗಿರುವ 'ಲುಕೌಟ್ ಸರ್ಕ್ಯುಲರ್'	[486, 209, 704, 374]
tower-graphic	[442, 565, 490, 1049]
horse-photo	[1215, 1984, 1518, 2202]
headline-goodall: ಟ್ರಂಪ್ ನೆತನ್ಯಾಹು ಬಾಹ್ಯಾಕಾಶದಲ್ಲೇ ಇರಲಿ ಎಂದಿದ್ದ ಗುಡಾಲ್	[1194, 1414, 1499, 1470]
headline-naik: ಝಾಕಿರ್ ನಾಯ್ಕ್ ಮಲೇಷ್ಯಾದಿಂದ ಭಾರತಕ್ಕೆ ಹಸ್ತಾಂತರ	[592, 1416, 1179, 1456]
photo-credit: GANGSTA	[275, 421, 328, 432]
modi-body-right: ಪ್ರಮುಖಪಾತ್ರ ವಹಿಸುತ್ತಿದೆ ಎಂದು ಅವರು ಹೇಳಿದರು. ಕೇವಲ ಒಂದು ದಶಕದಲ್ಲಿ ಭಾರತವು ಮೊಬೈಲ್ ಫೋನ್‌ಗಳ ಎರಡನೇ ಅತಿ ದೊಡ್ಡ ಉತ್ಪಾದಕ ದೇಶವಾಗಿದೆ. 2014ರಲ್ಲಿ ಕೇವಲ 2 ಮೊಬೈಲ್ ಉತ್ಪಾದನಾ ಘಟಕಗಳಿದ್ದವು, ಇಂದು ಅವುಗಳ ಸಂಖ್ಯೆ 300ಕ್ಕೂ ಹೆಚ್ಚಾಗಿದೆ. ದೇಶದ ಹಳ್ಳಿ ಹಳ್ಳಿಗೆ 4ಜಿ ಮತ್ತು 5ಜಿ ಸೇವೆಗಳು ತಲುಪುತ್ತಿವೆ ಎಂದು ಮೋದಿ ವಿವರಿಸಿದರು. ಭಾರತದಲ್ಲಿ ಡೇಟಾ ಬೆಲೆ ಕಡಿಮೆ ಇರುವುದರಿಂದ ಕೋಟ್ಯಂತರ ಜನರು ಡಿಜಿಟಲ್ ಸೇವೆಗಳ ಲಾಭ ಪಡೆಯುತ್ತಿದ್ದಾರೆ. ಇದು ಜಗತ್ತಿನಲ್ಲೇ ಅತಿ ಅಗ್ಗದ ದರವಾಗಿದೆ ಎಂದು ಅವರು ಹೇಳಿದರು.	[952, 599, 1162, 802]
masthead-brand	[1214, 6, 1513, 95]
kashmir-story	[1194, 837, 1518, 1403]
rule-right-col-2	[1194, 1408, 1519, 1410]
zoho-sign: ZOHO	[29, 613, 203, 689]
zoho-body: ದೆಹಲಿ: ಕೇಂದ್ರ ಶಿಕ್ಷಣ ಸಚಿವಾಲಯವು ಸ್ವದೇಶಿ ಡಿಜಿಟಲ್ ಪರಿಕರಗಳನ್ನು ಉತ್ತೇಜಿಸಲು ಮಹತ್ವದ ನಿರ್ಧಾರವನ್ನು ಕೈಗೊಂಡಿದೆ. ಎಲ್ಲಾ ಅಧಿಕೃತ ಕಾರ್ಯಗಳಿಗೆ ಜೊಹೊ ಆಫೀಸ್ ಸೂಟ್ ಅನ್ನು ಬಳಸುವಂತೆ ಅದು ತನ್ನ ಎಲ್ಲಾ ಅಧಿಕಾರಿಗಳಿಗೆ ನಿರ್ದೇಶನ ನೀಡಿದೆ. ಶಿಕ್ಷಣ ಸಚಿವ ಧರ್ಮೇಂದ್ರ ಪ್ರಧಾನ್ ಇತ್ತೀಚೆಗೆ ಝೋಹೊ ಮೆಸೇಜಿಂಗ್ ಆಪ್ಲಿಕೇಶನ್ 'ಅರಟ್ಟೈ' ಬಳಸಲು ಶುರು ಮಾಡಿದ ನಂತರ ಈ ಆದೇಶ ಬಂದಿದೆ. ಈ ನಿರ್ಧಾರವು 'ಸ್ವಾವಲಂಬಿ ಭಾರತ'ದ ಸರ್ಕಾರದ ದೃಷ್ಟಿಕೋನಕ್ಕೆ ಅನುಗುಣವಾಗಿದೆ. ಭಾರತೀಯ ತಂತ್ರಜ್ಞಾನ ಕಂಪನಿ ಜೊಹೊ ಕಾರ್ಪೊರೇಶನ್ ಅಭಿವೃದ್ಧಿಪಡಿಸಿದ ಈ ಸೂಟ್‌ನಲ್ಲಿ ಡಾಕ್ಯುಮೆಂಟ್ ಎಡಿಟಿಂಗ್, ಸ್ಪ್ರೆಡ್‌ಶೀಟ್, ಪ್ರೆಸೆಂಟೇಶನ್ ಮತ್ತು ಸಹಯೋಗದ ಪರಿಕರಗಳು ಇವೆ. ಇದು ವಿದೇಶಿ ಸಾಫ್ಟ್‌ವೇರ್ ಮೇಲಿನ ಅವಲಂಬನೆಯನ್ನು ಕಡಿಮೆ ಮಾಡುವ ಗುರಿ ಹೊಂದಿದೆ. ಶಿಕ್ಷಣ ಸಚಿವಾಲಯದ ಈ ನಿರ್ಧಾರ ಸರ್ಕಾರಿ ಇಲಾಖೆಗಳಲ್ಲಿ ಡೇಟಾ ಭದ್ರತೆಯನ್ನು ಹೆಚ್ಚಿಸಲಿದೆ ಮತ್ತು ದೇಶೀಯ ತಂತ್ರಜ್ಞಾನ ಉದ್ಯಮಕ್ಕೆ ಉತ್ತೇಜನ ನೀಡಲಿದೆ ಎಂದು ಅಧಿಕಾರಿಗಳು ಹೇಳಿದ್ದಾರೆ. ಇತರ ಸಚಿವಾಲಯಗಳು ಕೂಡ ಶೀಘ್ರದಲ್ಲೇ ಇದೇ ಮಾದರಿಯನ್ನು ಅನುಸರಿಸುವ ನಿರೀಕ್ಷೆಯಿದೆ. ಭಾರತದ ಪ್ರಧಾನ ನರೇಂದ್ರ ಮೋದಿ ಅವರು ಸ್ವದೇಶಿ ಡಿಜಿಟಲ್ ಪರಿಕರಗಳನ್ನು ಬಳಸುವಂತೆ ಜನರಿಗೆ ಕರೆ ನೀಡಿದ್ದು, ಸ್ವದೇಶಿ ಡಿಜಿಟಲ್ ಪರಿಹಾರಗಳನ್ನು ಬಳಸುವುದರಿಂದ ಶಿಕ್ಷಣ ಸಚಿವಾಲಯವು ಇತರ ಇಲಾಖೆಗಳಿಗೆ ಮಾದರಿಯಾಗಲಿದೆ ಎಂದು ಹೇಳಲಾಗಿದೆ.	[8, 792, 380, 1052]
